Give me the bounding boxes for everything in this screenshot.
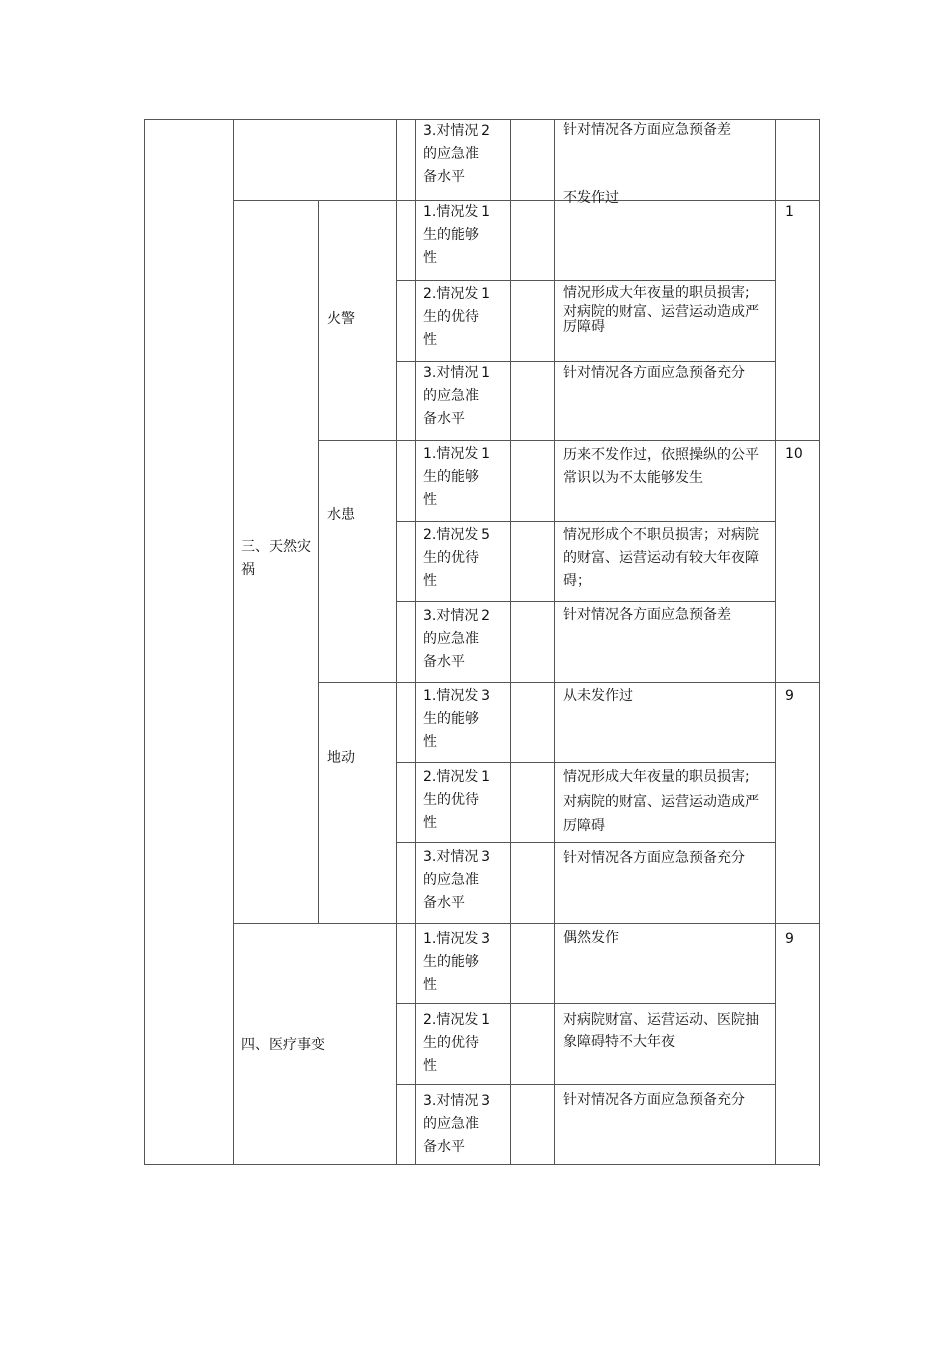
indicator-cell: 1.情况发 3 生的能够 性: [423, 931, 491, 993]
category-medical-incident: 四、医疗事变: [241, 1037, 325, 1053]
score-cell: 1: [785, 204, 794, 220]
description-cell: 情况形成大年夜量的职员损害; 对病院的财富、运营运动造成严厉障碍: [563, 769, 759, 834]
description-cell: 情况形成大年夜量的职员损害; 对病院的财富、运营运动造成严厉障碍: [563, 285, 759, 335]
indicator-cell: 3.对情况 2 的应急准 备水平: [423, 608, 491, 670]
category-natural-disaster: 三、天然灾祸: [241, 539, 311, 578]
grid-line: [554, 119, 555, 1165]
description-cell: 不发作过: [563, 190, 619, 206]
description-cell: 针对情况各方面应急预备充分: [563, 1092, 745, 1108]
indicator-cell: 3.对情况 3 的应急准 备水平: [423, 849, 491, 911]
indicator-cell: 3.对情况 1 的应急准 备水平: [423, 365, 491, 427]
score-cell: 10: [785, 446, 803, 462]
grid-line: [510, 119, 511, 1165]
description-cell: 针对情况各方面应急预备充分: [563, 850, 745, 866]
grid-line: [396, 521, 776, 522]
table-border-right: [819, 119, 820, 1166]
grid-line: [396, 762, 776, 763]
grid-line: [775, 119, 776, 1165]
indicator-cell: 3.对情况 3 的应急准 备水平: [423, 1093, 491, 1155]
indicator-cell: 2.情况发 1 生的优待 性: [423, 1012, 491, 1074]
grid-line: [318, 200, 319, 923]
grid-line: [233, 923, 820, 924]
grid-line: [396, 1084, 776, 1085]
grid-line: [396, 119, 397, 1165]
grid-line: [396, 601, 776, 602]
grid-line: [396, 1003, 776, 1004]
description-cell: 针对情况各方面应急预备差: [563, 607, 731, 623]
subcategory-flood: 水患: [327, 507, 355, 523]
indicator-cell: 3.对情况 2 的应急准 备水平: [423, 123, 491, 185]
score-cell: 9: [785, 688, 794, 704]
grid-line: [318, 682, 820, 683]
indicator-cell: 2.情况发 1 生的优待 性: [423, 769, 491, 831]
description-cell: 从未发作过: [563, 688, 633, 704]
description-cell: 历来不发作过，依照操纵的公平常识以为不太能够发生: [563, 447, 759, 486]
grid-line: [415, 119, 416, 1165]
grid-line: [396, 842, 776, 843]
score-cell: 9: [785, 931, 794, 947]
grid-line: [233, 119, 234, 1165]
indicator-cell: 1.情况发 1 生的能够 性: [423, 204, 491, 266]
indicator-cell: 1.情况发 1 生的能够 性: [423, 446, 491, 508]
subcategory-earthquake: 地动: [327, 750, 355, 766]
description-cell: 情况形成个不职员损害；对病院的财富、运营运动有较大年夜障碍；: [563, 527, 759, 589]
description-cell: 对病院财富、运营运动、医院抽象障碍特不大年夜: [563, 1012, 759, 1050]
grid-line: [396, 280, 776, 281]
table-border-bottom: [144, 1164, 820, 1165]
description-cell: 偶然发作: [563, 930, 619, 946]
table-border-left: [144, 119, 145, 1165]
indicator-cell: 2.情况发 5 生的优待 性: [423, 527, 491, 589]
description-cell: 针对情况各方面应急预备差: [563, 122, 731, 138]
description-cell: 针对情况各方面应急预备充分: [563, 365, 745, 381]
grid-line: [318, 440, 820, 441]
indicator-cell: 2.情况发 1 生的优待 性: [423, 286, 491, 348]
subcategory-fire: 火警: [327, 311, 355, 327]
indicator-cell: 1.情况发 3 生的能够 性: [423, 688, 491, 750]
